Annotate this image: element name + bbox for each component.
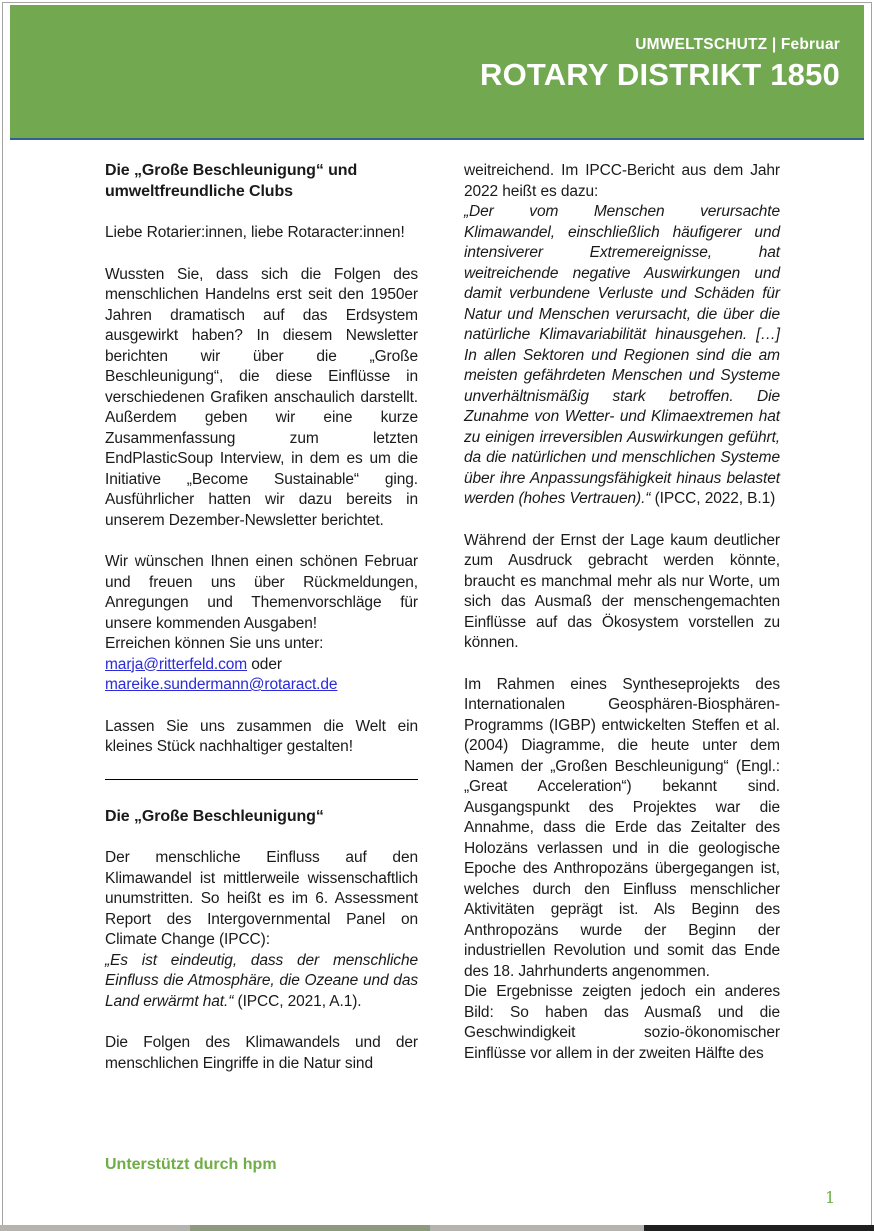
paragraph-results: Die Ergebnisse zeigten jedoch ein anderes Bild: So haben das Ausmaß und die Geschwindigkeit sozio-ökonomischer Einflüsse vor allem in der zweiten Hälfte des [464,983,780,1062]
quote-2022-citation: (IPCC, 2022, B.1) [650,490,776,507]
email-suffix-oder: oder [247,655,282,673]
quote-ipcc-2022 [464,202,780,510]
left-column [105,161,418,1095]
newsletter-header-band [10,5,864,140]
right-column [464,161,780,1085]
paragraph-igbp-project: Im Rahmen eines Syntheseprojekts des Internationalen Geosphären-Biosphären-Programms (IGBP) entwickelten Steffen et al. (2004) Diagramme, die heute unter dem Namen der „Großen Beschleunigung“ (Engl.: „Great Acceleration“) bekannt sind. Ausgangspunkt des Projektes war die Annahme, dass die Erde das Zeitalter des Holozäns verlassen und in die geologische Epoche des Anthropozäns übergegangen ist, welches durch den Einfluss menschlicher Aktivitäten geprägt ist. Als Beginn des Anthropozäns wurde der Beginn der industriellen Revolution und somit das Ende des 18. Jahrhunderts angenommen. [464,675,780,980]
quote-ipcc-2021 [105,951,418,1013]
article-heading: Die „Große Beschleunigung“ und umweltfreundliche Clubs [105,162,358,200]
section-divider [105,779,418,780]
page-title: ROTARY DISTRIKT 1850 [479,57,840,92]
email-link-mareike[interactable]: mareike.sundermann@rotaract.de [105,676,338,693]
bottom-edge-strip [0,1225,874,1231]
paragraph-consequences-start: Die Folgen des Klimawandels und der menschlichen Eingriffe in die Natur sind [105,1034,418,1072]
support-note: Unterstützt durch hpm [105,1156,277,1173]
quote-2022-text: „Der vom Menschen verursachte Klimawandel, einschließlich häufigerer und intensiverer Extremereignisse, hat weitreichende negative Auswirkungen und damit verbundene Verluste und Schäden für Natur und Menschen verursacht, die über die natürliche Klimavariabilität hinausgehen. […] In allen Sektoren und Regionen sind die am meisten gefährdeten Menschen und Systeme unverhältnismäßig stark betroffen. Die Zunahme von Wetter- und Klimaextremen hat zu einigen irreversiblen Auswirkungen geführt, da die natürlichen und menschlichen Systeme über ihre Anpassungsfähigkeit hinaus belastet werden (hohes Vertrauen).“ [464,203,780,507]
paragraph-greeting: Liebe Rotarier:innen, liebe Rotaracter:innen! [105,224,405,241]
wishes-text: Wir wünschen Ihnen einen schönen Februar und freuen uns über Rückmeldungen, Anregungen und Themenvorschläge für unsere kommenden Ausgaben! [105,553,418,632]
page-number: 1 [825,1188,836,1207]
paragraph-consequences-continued: weitreichend. Im IPCC-Bericht aus dem Jahr 2022 heißt es dazu: [464,162,780,200]
paragraph-ipcc-intro: Der menschliche Einfluss auf den Klimawandel ist mittlerweile wissenschaftlich unumstritten. So heißt es im 6. Assessment Report des Intergovernmental Panel on Climate Change (IPCC): [105,849,418,948]
bottom-strip-segment [430,1225,644,1231]
paragraph-closing: Lassen Sie uns zusammen die Welt ein kleines Stück nachhaltiger gestalten! [105,717,418,755]
paragraph-overview: Wussten Sie, dass sich die Folgen des menschlichen Handelns erst seit den 1950er Jahren dramatisch auf das Erdsystem ausgewirkt haben? In diesem Newsletter berichten wir über die „Große Beschleunigung“, die diese Einflüsse in verschiedenen Grafiken anschaulich darstellt. Außerdem geben wir eine kurze Zusammenfassung zum letzten EndPlasticSoup Interview, in dem es um die Initiative „Become Sustainable“ ging. Ausführlicher hatten wir dazu bereits in unserem Dezember-Newsletter berichtet. [105,265,418,529]
header-kicker: UMWELTSCHUTZ | Februar [635,36,840,53]
quote-2021-text: „Es ist eindeutig, dass der menschliche Einfluss die Atmosphäre, die Ozeane und das Land erwärmt hat.“ [105,951,418,1010]
bottom-strip-segment [190,1225,430,1231]
paragraph-wishes-contact [105,552,418,696]
bottom-strip-segment [0,1225,190,1231]
section-heading: Die „Große Beschleunigung“ [105,807,324,825]
bottom-strip-segment [644,1225,874,1231]
quote-2021-citation: (IPCC, 2021, A.1). [233,992,362,1010]
paragraph-words-not-enough: Während der Ernst der Lage kaum deutlicher zum Ausdruck gebracht werden könnte, braucht es manchmal mehr als nur Worte, um sich das Ausmaß der menschengemachten Einflüsse auf das Ökosystem vorstellen zu können. [464,531,780,651]
email-link-marja[interactable]: marja@ritterfeld.com [105,655,248,673]
contact-line: Erreichen können Sie uns unter: [105,635,324,652]
